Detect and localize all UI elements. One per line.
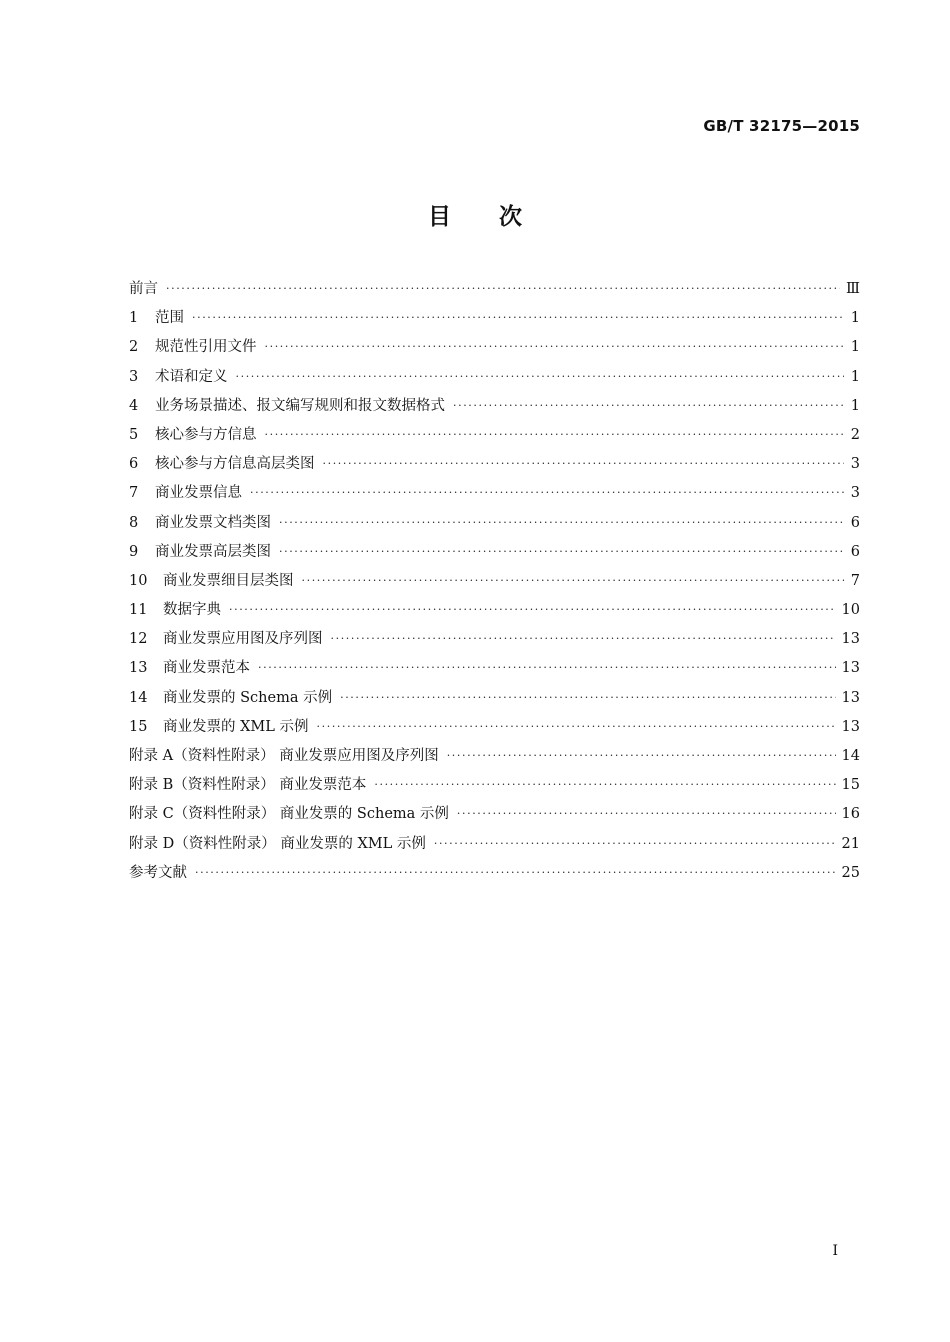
toc-entry-page: 13	[841, 718, 860, 735]
toc-entry-number: 10	[129, 572, 148, 589]
toc-entry-number: 12	[129, 631, 148, 648]
toc-entry-label: 术语和定义	[155, 368, 228, 385]
toc-entry-number: 4	[129, 397, 139, 414]
toc-entry-page: 6	[850, 543, 860, 560]
toc-entry-number: 3	[129, 368, 139, 385]
toc-entry-label: 核心参与方信息高层类图	[155, 456, 315, 473]
toc-entry-page: 15	[841, 777, 860, 794]
toc-entry[interactable]	[129, 654, 860, 683]
toc-entry-page: 1	[850, 397, 860, 414]
toc-entry-label: 附录 C（资料性附录） 商业发票的 Schema 示例	[129, 806, 449, 823]
toc-entry-page: 2	[850, 426, 860, 443]
toc-entry-label: 附录 D（资料性附录） 商业发票的 XML 示例	[129, 835, 426, 852]
toc-entry-label: 商业发票高层类图	[155, 543, 271, 560]
toc-entry[interactable]	[129, 304, 860, 333]
toc-entry-label: 商业发票文档类图	[155, 514, 271, 531]
toc-entry-number: 15	[129, 718, 148, 735]
toc-entry-label: 商业发票的 Schema 示例	[163, 689, 333, 706]
toc-entry-number: 7	[129, 485, 139, 502]
document-code: GB/T 32175—2015	[703, 117, 860, 135]
toc-dot-leader	[250, 478, 844, 507]
toc-entry-label: 商业发票细目层类图	[163, 572, 294, 589]
toc-entry[interactable]	[129, 800, 860, 829]
toc-entry-page: 1	[850, 310, 860, 327]
page-number: Ⅰ	[832, 1243, 838, 1259]
toc-entry-page: 1	[850, 339, 860, 356]
toc-entry-page: 25	[841, 864, 860, 881]
toc-entry[interactable]	[129, 713, 860, 742]
toc-dot-leader	[229, 595, 836, 624]
toc-entry-label: 商业发票应用图及序列图	[163, 631, 323, 648]
toc-entry-page: 3	[850, 456, 860, 473]
toc-dot-leader	[331, 624, 836, 653]
toc-entry[interactable]	[129, 830, 860, 859]
toc-entry-page: 13	[841, 689, 860, 706]
toc-entry[interactable]	[129, 275, 860, 304]
toc-entry[interactable]	[129, 625, 860, 654]
toc-entry-label: 前言	[129, 281, 158, 297]
toc-dot-leader	[265, 420, 845, 449]
toc-entry-number: 13	[129, 660, 148, 677]
table-of-contents	[129, 275, 860, 888]
toc-entry-label: 商业发票信息	[155, 485, 242, 502]
toc-entry[interactable]	[129, 567, 860, 596]
toc-entry-page: 10	[841, 602, 860, 619]
toc-dot-leader	[434, 829, 836, 858]
toc-entry-number: 5	[129, 426, 139, 443]
toc-entry-number: 8	[129, 514, 139, 531]
toc-entry[interactable]	[129, 392, 860, 421]
toc-entry-label: 核心参与方信息	[155, 426, 257, 443]
toc-entry[interactable]	[129, 421, 860, 450]
toc-entry-page: 21	[841, 835, 860, 852]
toc-dot-leader	[374, 770, 835, 799]
toc-entry-number: 14	[129, 689, 148, 706]
toc-entry-page: 7	[850, 572, 860, 589]
toc-entry-label: 附录 B（资料性附录） 商业发票范本	[129, 777, 367, 794]
toc-entry[interactable]	[129, 859, 860, 888]
toc-entry[interactable]	[129, 333, 860, 362]
toc-entry[interactable]	[129, 684, 860, 713]
toc-entry-page: 3	[850, 485, 860, 502]
toc-entry[interactable]	[129, 596, 860, 625]
toc-entry-page: 1	[850, 368, 860, 385]
toc-entry-number: 2	[129, 339, 139, 356]
toc-dot-leader	[447, 741, 836, 770]
toc-dot-leader	[302, 566, 845, 595]
toc-dot-leader	[265, 332, 845, 361]
toc-dot-leader	[279, 537, 844, 566]
toc-entry-page: 14	[841, 748, 860, 764]
toc-entry-label: 规范性引用文件	[155, 339, 257, 356]
toc-dot-leader	[166, 274, 840, 303]
toc-entry-label: 附录 A（资料性附录） 商业发票应用图及序列图	[129, 748, 439, 764]
toc-entry[interactable]	[129, 538, 860, 567]
toc-entry-page: 16	[841, 806, 860, 823]
toc-dot-leader	[236, 362, 845, 391]
toc-entry[interactable]	[129, 479, 860, 508]
toc-entry-page: 13	[841, 631, 860, 648]
toc-dot-leader	[323, 449, 845, 478]
page-title: 目次	[428, 204, 570, 230]
toc-entry-page: 6	[850, 514, 860, 531]
toc-entry-label: 参考文献	[129, 864, 187, 881]
toc-entry[interactable]	[129, 742, 860, 771]
toc-entry-number: 9	[129, 543, 139, 560]
toc-entry-number: 11	[129, 602, 148, 619]
toc-dot-leader	[453, 391, 844, 420]
toc-entry-label: 商业发票的 XML 示例	[163, 718, 309, 735]
toc-entry-page: 13	[841, 660, 860, 677]
toc-entry[interactable]	[129, 363, 860, 392]
toc-entry-label: 业务场景描述、报文编写规则和报文数据格式	[155, 397, 445, 414]
toc-entry-label: 范围	[155, 310, 184, 327]
toc-dot-leader	[192, 303, 844, 332]
toc-dot-leader	[258, 653, 836, 682]
toc-entry-label: 数据字典	[163, 602, 221, 619]
toc-dot-leader	[317, 712, 836, 741]
toc-entry-number: 1	[129, 310, 139, 327]
toc-entry-page: Ⅲ	[846, 281, 860, 297]
toc-dot-leader	[340, 683, 835, 712]
toc-entry-label: 商业发票范本	[163, 660, 250, 677]
toc-dot-leader	[279, 508, 844, 537]
toc-dot-leader	[457, 799, 836, 828]
toc-dot-leader	[195, 858, 836, 887]
toc-entry[interactable]	[129, 509, 860, 538]
toc-entry-number: 6	[129, 456, 139, 473]
toc-entry[interactable]	[129, 771, 860, 800]
toc-entry[interactable]	[129, 450, 860, 479]
